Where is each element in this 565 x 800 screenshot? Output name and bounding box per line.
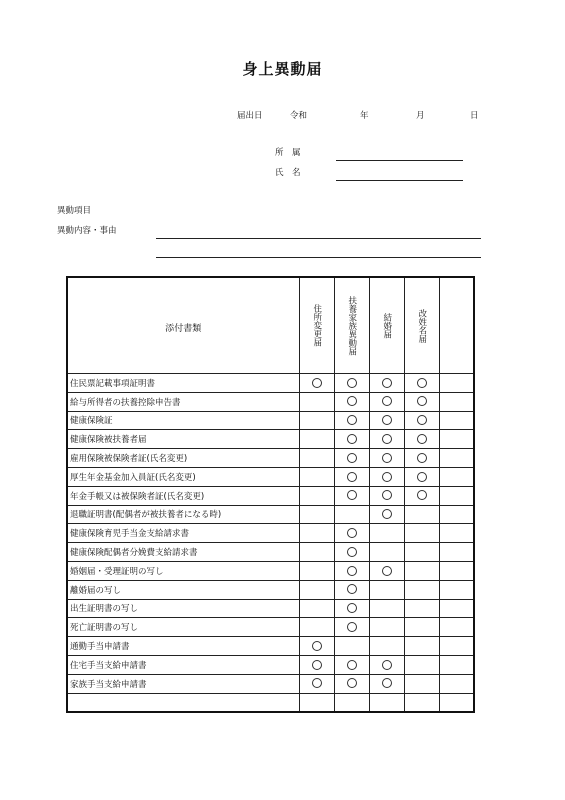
circle-icon [382,396,392,406]
table-row [67,580,474,599]
mark-cell[interactable] [369,674,404,693]
mark-cell[interactable] [299,524,334,543]
change-content-label: 異動内容・事由 [57,226,117,236]
attachment-table-body [67,374,474,713]
mark-cell[interactable] [404,693,439,712]
mark-cell[interactable] [439,430,474,449]
mark-cell[interactable] [299,467,334,486]
table-row [67,430,474,449]
mark-cell[interactable] [439,467,474,486]
table-row [67,449,474,468]
mark-cell[interactable] [334,467,369,486]
header-name-change [404,277,439,374]
mark-cell[interactable] [299,580,334,599]
submission-date-label: 届出日 [237,111,263,121]
mark-cell[interactable] [334,486,369,505]
circle-icon [382,453,392,463]
mark-cell[interactable] [334,374,369,393]
mark-cell[interactable] [299,430,334,449]
attachment-doc-name: 退職証明書(配偶者が被扶養者になる時) [67,505,299,524]
circle-icon [417,378,427,388]
circle-icon [312,660,322,670]
mark-cell[interactable] [369,411,404,430]
mark-cell[interactable] [404,674,439,693]
circle-icon [417,415,427,425]
mark-cell[interactable] [404,467,439,486]
mark-cell[interactable] [404,411,439,430]
attachment-doc-name: 通勤手当申請書 [67,637,299,656]
header-address-change-label: 住所変更届 [311,304,322,347]
mark-cell[interactable] [439,486,474,505]
era-label: 令和 [290,111,308,121]
mark-cell[interactable] [334,674,369,693]
circle-icon [417,472,427,482]
circle-icon [417,453,427,463]
header-marriage-label: 結婚届 [381,312,392,339]
circle-icon [382,472,392,482]
mark-cell[interactable] [369,374,404,393]
mark-cell[interactable] [439,599,474,618]
table-row [67,618,474,637]
affiliation-label: 所 属 [275,148,301,158]
day-label: 日 [470,111,479,121]
mark-cell[interactable] [334,505,369,524]
header-name-change-label: 改姓名届 [416,308,427,343]
circle-icon [382,415,392,425]
attachment-doc-name: 住宅手当支給申請書 [67,655,299,674]
mark-cell[interactable] [404,430,439,449]
year-label: 年 [360,111,369,121]
table-row [67,599,474,618]
mark-cell[interactable] [404,449,439,468]
mark-cell[interactable] [334,655,369,674]
mark-cell[interactable] [369,486,404,505]
mark-cell[interactable] [439,449,474,468]
mark-cell[interactable] [334,449,369,468]
circle-icon [382,434,392,444]
circle-icon [382,490,392,500]
mark-cell[interactable] [404,618,439,637]
mark-cell[interactable] [404,374,439,393]
mark-cell[interactable] [439,411,474,430]
mark-cell[interactable] [369,430,404,449]
mark-cell[interactable] [299,505,334,524]
mark-cell[interactable] [299,655,334,674]
circle-icon [382,509,392,519]
affiliation-line[interactable] [336,160,463,161]
circle-icon [347,396,357,406]
table-row [67,637,474,656]
circle-icon [312,678,322,688]
mark-cell[interactable] [334,524,369,543]
mark-cell[interactable] [299,561,334,580]
circle-icon [312,378,322,388]
mark-cell[interactable] [369,524,404,543]
mark-cell[interactable] [369,505,404,524]
header-address-change [299,277,334,374]
table-header-row [67,277,474,374]
mark-cell[interactable] [334,561,369,580]
table-row [67,524,474,543]
table-row [67,505,474,524]
circle-icon [417,434,427,444]
attachment-doc-name [67,693,299,712]
mark-cell[interactable] [439,637,474,656]
mark-cell[interactable] [439,392,474,411]
mark-cell[interactable] [439,374,474,393]
mark-cell[interactable] [369,637,404,656]
mark-cell[interactable] [439,580,474,599]
mark-cell[interactable] [299,486,334,505]
circle-icon [347,584,357,594]
attachment-doc-name: 婚姻届・受理証明の写し [67,561,299,580]
mark-cell[interactable] [369,467,404,486]
mark-cell[interactable] [334,637,369,656]
circle-icon [347,378,357,388]
mark-cell[interactable] [404,505,439,524]
circle-icon [347,528,357,538]
mark-cell[interactable] [299,674,334,693]
mark-cell[interactable] [369,561,404,580]
table-row [67,392,474,411]
mark-cell[interactable] [299,618,334,637]
change-content-line-2[interactable] [156,257,481,258]
circle-icon [347,453,357,463]
mark-cell[interactable] [369,618,404,637]
attachment-doc-name: 死亡証明書の写し [67,618,299,637]
mark-cell[interactable] [369,580,404,599]
attachment-doc-name: 健康保険証 [67,411,299,430]
mark-cell[interactable] [369,655,404,674]
mark-cell[interactable] [404,599,439,618]
mark-cell[interactable] [369,693,404,712]
mark-cell[interactable] [404,580,439,599]
attachment-doc-name: 健康保険育児手当金支給請求書 [67,524,299,543]
circle-icon [347,547,357,557]
circle-icon [347,566,357,576]
header-attached-docs [67,277,299,374]
mark-cell[interactable] [369,543,404,562]
circle-icon [417,490,427,500]
mark-cell[interactable] [299,392,334,411]
mark-cell[interactable] [299,449,334,468]
circle-icon [347,603,357,613]
table-row [67,486,474,505]
mark-cell[interactable] [334,411,369,430]
circle-icon [382,660,392,670]
mark-cell[interactable] [334,693,369,712]
header-blank [439,277,474,374]
attachment-doc-name: 住民票記載事項証明書 [67,374,299,393]
mark-cell[interactable] [404,561,439,580]
mark-cell[interactable] [439,505,474,524]
mark-cell[interactable] [439,655,474,674]
circle-icon [347,660,357,670]
mark-cell[interactable] [439,674,474,693]
header-dependent-change [334,277,369,374]
mark-cell[interactable] [439,693,474,712]
attachment-doc-name: 厚生年金基金加入員証(氏名変更) [67,467,299,486]
table-row [67,467,474,486]
month-label: 月 [416,111,425,121]
mark-cell[interactable] [299,599,334,618]
attachment-doc-name: 給与所得者の扶養控除申告書 [67,392,299,411]
attachment-doc-name: 家族手当支給申請書 [67,674,299,693]
circle-icon [417,396,427,406]
table-row [67,411,474,430]
circle-icon [382,566,392,576]
mark-cell[interactable] [439,561,474,580]
header-marriage [369,277,404,374]
mark-cell[interactable] [369,449,404,468]
mark-cell[interactable] [334,392,369,411]
mark-cell[interactable] [334,430,369,449]
mark-cell[interactable] [334,580,369,599]
mark-cell[interactable] [404,392,439,411]
mark-cell[interactable] [334,543,369,562]
mark-cell[interactable] [404,486,439,505]
mark-cell[interactable] [439,524,474,543]
circle-icon [347,472,357,482]
mark-cell[interactable] [334,599,369,618]
circle-icon [382,678,392,688]
page-title: 身上異動届 [242,60,323,78]
header-dependent-change-label: 扶養家族異動届 [346,295,357,356]
table-row [67,561,474,580]
change-item-label: 異動項目 [57,206,92,216]
mark-cell[interactable] [299,411,334,430]
mark-cell[interactable] [299,637,334,656]
mark-cell[interactable] [369,599,404,618]
mark-cell[interactable] [369,392,404,411]
mark-cell[interactable] [299,693,334,712]
header-attached-docs-label: 添付書類 [165,324,202,334]
mark-cell[interactable] [299,543,334,562]
circle-icon [382,378,392,388]
circle-icon [347,678,357,688]
change-content-line-1[interactable] [156,238,481,239]
attachment-doc-name: 健康保険被扶養者届 [67,430,299,449]
name-label: 氏 名 [275,168,301,178]
table-row [67,655,474,674]
mark-cell[interactable] [404,637,439,656]
attachment-doc-name: 雇用保険被保険者証(氏名変更) [67,449,299,468]
circle-icon [347,415,357,425]
mark-cell[interactable] [334,618,369,637]
mark-cell[interactable] [439,543,474,562]
name-line[interactable] [336,180,463,181]
table-row [67,543,474,562]
circle-icon [347,490,357,500]
attachment-doc-name: 年金手帳又は被保険者証(氏名変更) [67,486,299,505]
attachment-doc-name: 健康保険配偶者分娩費支給請求書 [67,543,299,562]
mark-cell[interactable] [404,543,439,562]
mark-cell[interactable] [404,524,439,543]
table-row [67,674,474,693]
table-row [67,374,474,393]
mark-cell[interactable] [404,655,439,674]
circle-icon [347,622,357,632]
attachment-doc-name: 離婚届の写し [67,580,299,599]
mark-cell[interactable] [439,618,474,637]
attachment-table [66,276,475,713]
mark-cell[interactable] [299,374,334,393]
circle-icon [312,641,322,651]
table-row [67,693,474,712]
circle-icon [347,434,357,444]
attachment-doc-name: 出生証明書の写し [67,599,299,618]
